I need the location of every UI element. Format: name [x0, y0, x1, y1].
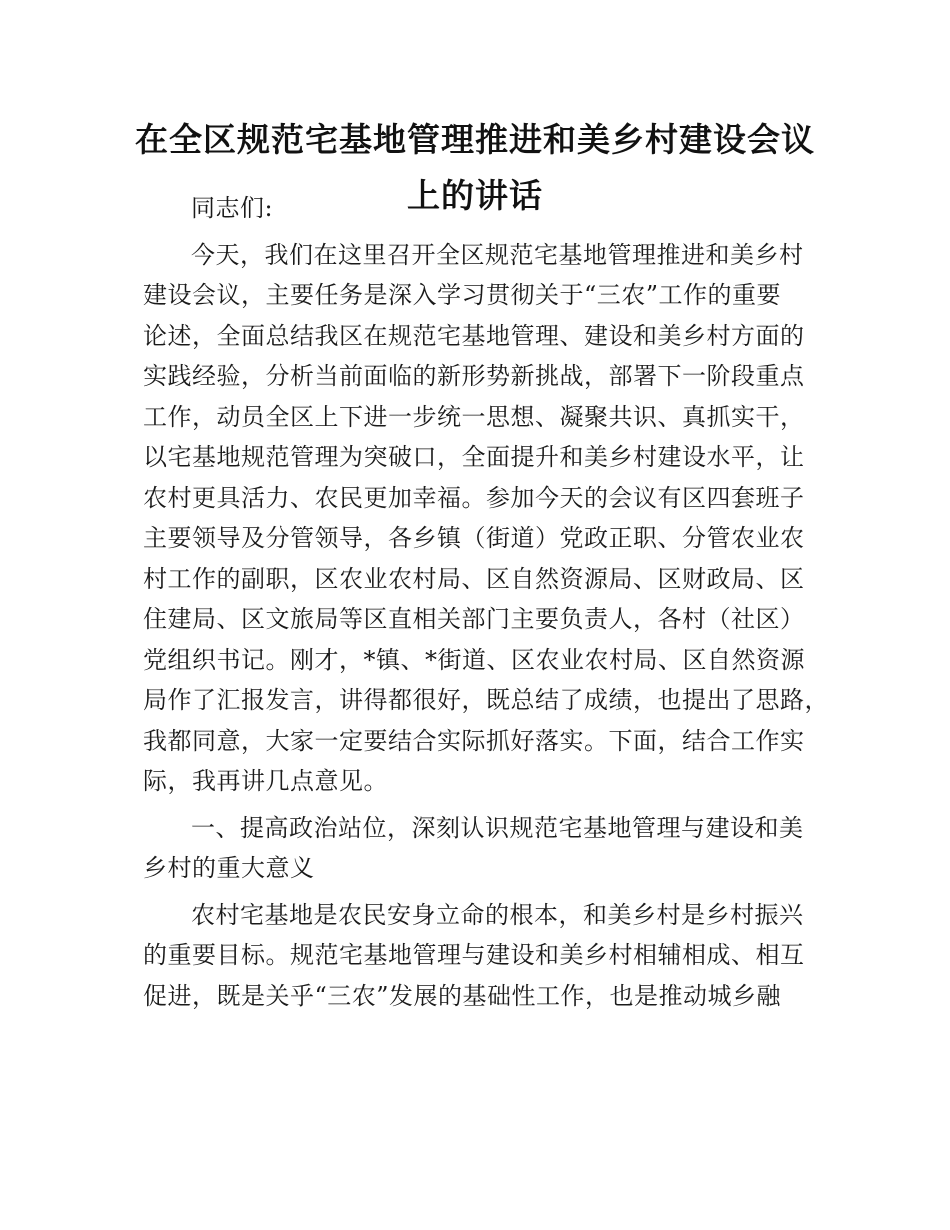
paragraph-line: 建设会议，主要任务是深入学习贯彻关于“三农”工作的重要: [143, 281, 782, 309]
paragraph-line: 主要领导及分管领导，各乡镇（街道）党政正职、分管农业农: [143, 524, 805, 552]
paragraph-line: 今天，我们在这里召开全区规范宅基地管理推进和美乡村: [191, 240, 804, 269]
paragraph-line: 际，我再讲几点意见。: [143, 767, 388, 795]
paragraph-line: 我都同意，大家一定要结合实际抓好落实。下面，结合工作实: [143, 726, 805, 755]
section-heading-1: [143, 808, 823, 889]
document-body: [143, 188, 829, 1016]
salutation: 同志们:: [191, 194, 274, 222]
title-line: 上的讲话: [407, 176, 543, 215]
paragraph-line: 住建局、区文旅局等区直相关部门主要负责人，各村（社区）: [143, 605, 805, 633]
heading-line: 乡村的重大意义: [143, 854, 315, 882]
paragraph-section-1: [143, 895, 823, 1017]
paragraph-line: 农村宅基地是农民安身立命的根本，和美乡村是乡村振兴: [191, 900, 804, 929]
paragraph-line: 村工作的副职，区农业农村局、区自然资源局、区财政局、区: [143, 564, 805, 593]
paragraph-line: 实践经验，分析当前面临的新形势新挑战，部署下一阶段重点: [143, 362, 805, 390]
paragraph-line: 促进，既是关乎“三农”发展的基础性工作，也是推动城乡融: [143, 981, 782, 1010]
paragraph-line: 农村更具活力、农民更加幸福。参加今天的会议有区四套班子: [143, 483, 805, 512]
paragraph-line: 论述，全面总结我区在规范宅基地管理、建设和美乡村方面的: [143, 321, 805, 350]
paragraph-line: 的重要目标。规范宅基地管理与建设和美乡村相辅相成、相互: [143, 941, 805, 969]
paragraph-opening: [143, 235, 829, 802]
title-line: 在全区规范宅基地管理推进和美乡村建设会议: [135, 120, 815, 159]
heading-line: 一、提高政治站位，深刻认识规范宅基地管理与建设和美: [191, 813, 804, 842]
paragraph-line: 局作了汇报发言，讲得都很好，既总结了成绩，也提出了思路，: [143, 686, 829, 714]
paragraph-line: 以宅基地规范管理为突破口，全面提升和美乡村建设水平，让: [143, 443, 805, 471]
paragraph-line: 工作，动员全区上下进一步统一思想、凝聚共识、真抓实干，: [143, 402, 805, 431]
paragraph-line: 党组织书记。刚才，*镇、*街道、区农业农村局、区自然资源: [143, 645, 805, 674]
